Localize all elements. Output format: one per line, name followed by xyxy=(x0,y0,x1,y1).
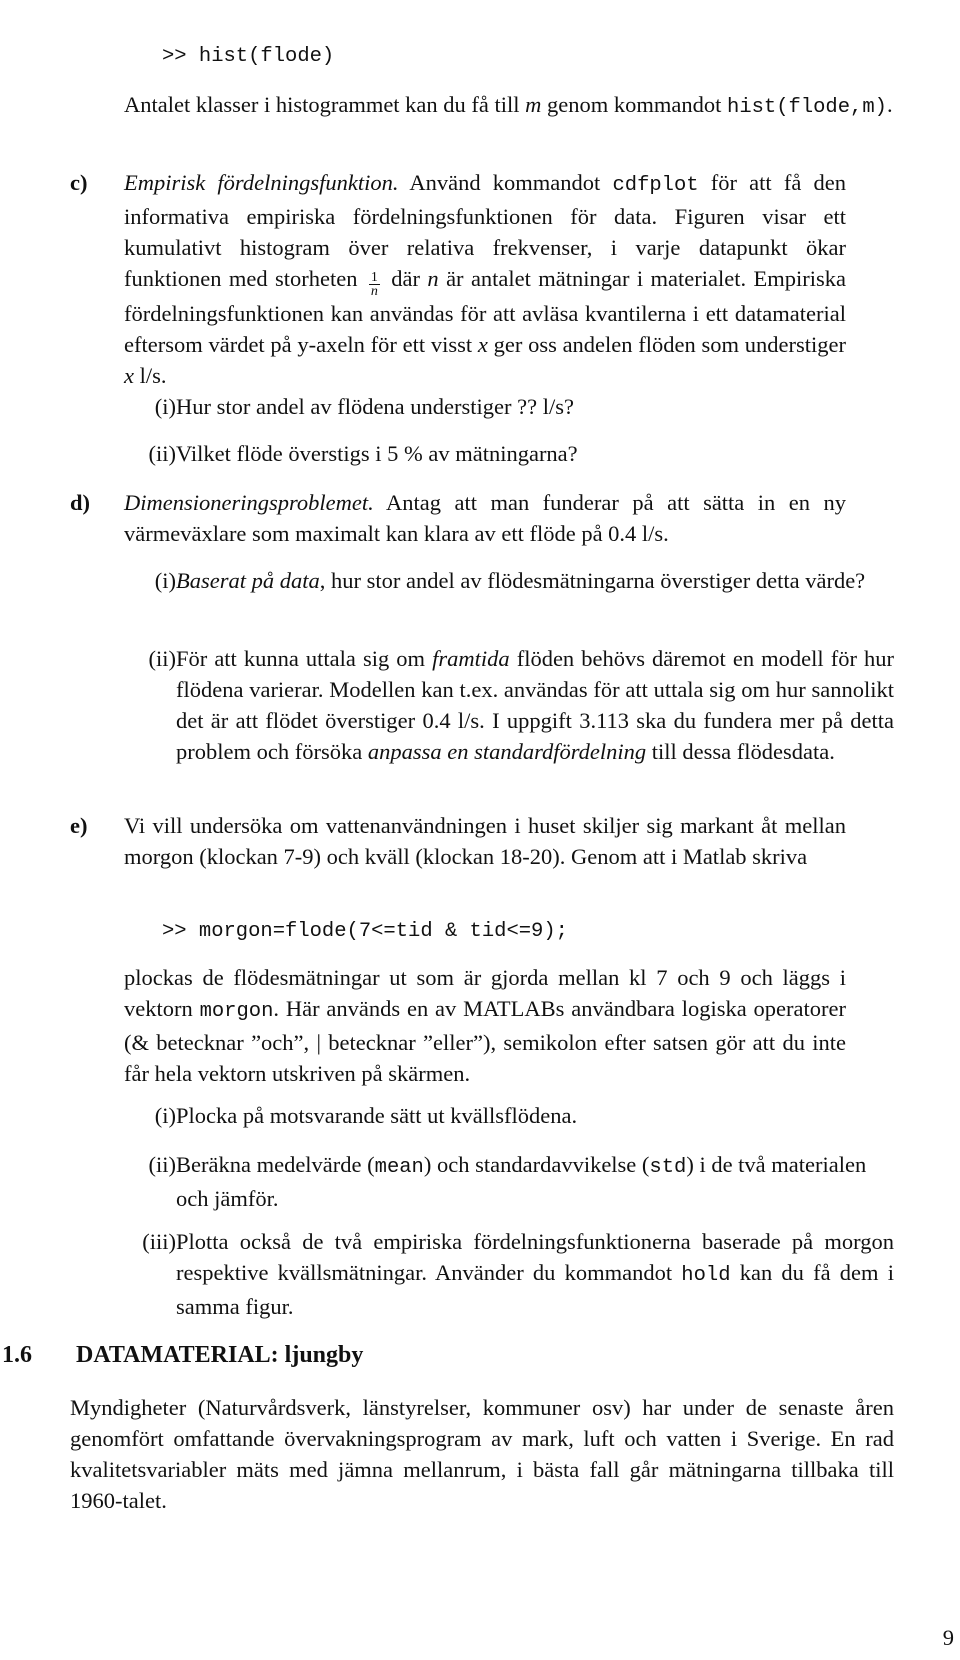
text: l/s. xyxy=(134,363,167,388)
text: genom kommandot xyxy=(541,92,728,117)
item-c-i-label: (i) xyxy=(154,394,176,419)
text: Plotta också de två empiriska fördelningsfunktionerna baserade på morgon respektive kvällsmätningar. Använder du kommandot xyxy=(176,1229,894,1285)
text: Använd kommandot xyxy=(398,170,613,195)
section-title: DATAMATERIAL: ljungby xyxy=(76,1342,364,1368)
item-c-i-text: Hur stor andel av flödena understiger ?? l/s? xyxy=(176,394,574,419)
inline-code-mean: mean xyxy=(374,1156,424,1179)
item-d-i-label: (i) xyxy=(154,568,176,593)
paragraph-histogram-classes xyxy=(124,89,894,123)
item-c-ii-label: (ii) xyxy=(148,441,176,466)
item-c-ii-text: Vilket flöde överstigs i 5 % av mätningarna? xyxy=(176,441,578,466)
item-e-label: e) xyxy=(70,813,88,838)
item-c-label: c) xyxy=(70,170,88,195)
item-d-title: Dimensioneringsproblemet. xyxy=(124,490,374,515)
item-d-ii-text xyxy=(176,643,894,767)
item-d-ii-label: (ii) xyxy=(148,646,176,671)
inline-code-morgon: morgon xyxy=(199,1000,274,1023)
text: , hur stor andel av flödesmätningarna överstiger detta värde? xyxy=(319,568,866,593)
inline-code: hist(flode,m) xyxy=(727,96,887,119)
item-e-i-text: Plocka på motsvarande sätt ut kvällsflödena. xyxy=(176,1103,578,1128)
math-n: n xyxy=(427,266,439,291)
item-d-label: d) xyxy=(70,490,91,515)
math-x: x xyxy=(124,363,134,388)
page-number: 9 xyxy=(942,1625,954,1650)
text: . xyxy=(886,92,893,117)
item-e-iii-label: (iii) xyxy=(142,1229,176,1254)
item-e-ii-label: (ii) xyxy=(148,1152,176,1177)
math-x: x xyxy=(477,332,488,357)
inline-code-cdfplot: cdfplot xyxy=(612,174,699,197)
fraction-numerator: 1 xyxy=(370,270,378,285)
math-m: m xyxy=(525,92,542,117)
item-c-title: Empirisk fördelningsfunktion. xyxy=(124,170,399,195)
text: till dessa flödesdata. xyxy=(646,739,835,764)
emphasis: framtida xyxy=(432,646,510,671)
item-e-intro: Vi vill undersöka om vattenanvändningen i huset skiljer sig markant åt mellan morgon (klockan 7-9) och kväll (klockan 18-20). Genom att i Matlab skriva xyxy=(124,813,846,869)
text: där xyxy=(383,266,428,291)
text: Antalet klasser i histogrammet kan du få till xyxy=(124,92,526,117)
emphasis: anpassa en standardfördelning xyxy=(367,739,647,764)
code-morgon: >> morgon=flode(7<=tid & tid<=9); xyxy=(162,920,568,943)
text: ) i de två materialen och jämför. xyxy=(176,1152,867,1211)
emphasis: Baserat på data xyxy=(176,568,320,593)
inline-code-hold: hold xyxy=(681,1264,731,1287)
inline-code-std: std xyxy=(649,1156,687,1179)
item-c-text xyxy=(124,167,846,391)
item-e-explanation xyxy=(124,962,846,1089)
text: . Här används en av MATLABs användbara logiska operatorer (& betecknar ”och”, | betecknar ”eller”), semikolon efter satsen gör att du inte får hela vektorn utskriven på skärmen. xyxy=(124,996,846,1086)
item-e-i-label: (i) xyxy=(154,1103,176,1128)
section-number: 1.6 xyxy=(2,1342,32,1368)
item-d-i-text xyxy=(176,565,894,596)
text: flöden behövs däremot en modell för hur flödena varierar. Modellen kan t.ex. användas för att uttala sig om hur sannolikt det är att flödet överstiger 0.4 l/s. I uppgift 3.113 ska du fundera mer på detta problem och försöka xyxy=(176,646,894,764)
text: Beräkna medelvärde ( xyxy=(176,1152,375,1177)
fraction-denominator: n xyxy=(370,284,378,299)
text: För att kunna uttala sig om xyxy=(176,646,433,671)
text: ger oss andelen flöden som understiger xyxy=(487,332,846,357)
text: för att få den informativa empiriska fördelningsfunktionen för data. Figuren visar ett kumulativt histogram över relativa frekvenser, i varje datapunkt ökar funktionen med storheten xyxy=(124,170,846,291)
fraction-1-over-n xyxy=(369,271,380,298)
text: plockas de flödesmätningar ut som är gjorda mellan kl 7 och 9 och läggs i vektorn xyxy=(124,965,846,1021)
section-paragraph: Myndigheter (Naturvårdsverk, länstyrelser, kommuner osv) har under de senaste åren genomfört omfattande övervakningsprogram av mark, luft och vatten i Sverige. En rad kvalitetsvariabler mäts med jämna mellanrum, i bästa fall går mätningarna tillbaka till 1960-talet. xyxy=(70,1395,894,1513)
item-e-ii-text xyxy=(176,1149,894,1214)
item-e-iii-text xyxy=(176,1226,894,1322)
code-hist-flode: >> hist(flode) xyxy=(162,45,335,68)
text: ) och standardavvikelse ( xyxy=(423,1152,650,1177)
text: kan du få dem i samma figur. xyxy=(176,1260,894,1319)
text: Antag att man funderar på att sätta in en ny värmeväxlare som maximalt kan klara av ett flöde på 0.4 l/s. xyxy=(124,490,846,546)
item-d-text xyxy=(124,487,846,549)
text: är antalet mätningar i materialet. Empiriska fördelningsfunktionen kan användas för att avläsa kvantilerna i ett datamaterial eftersom värdet på y-axeln för ett visst xyxy=(124,266,847,357)
